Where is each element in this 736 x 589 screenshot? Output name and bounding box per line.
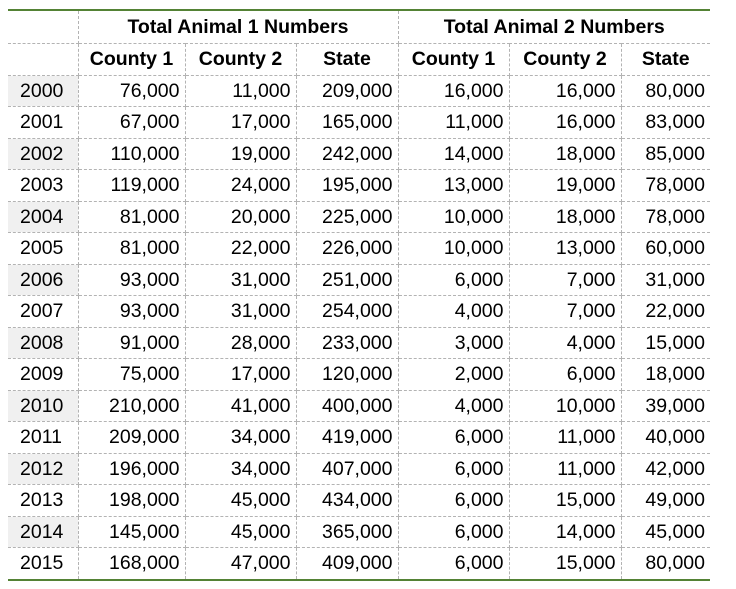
value-cell: 6,000 <box>398 548 509 580</box>
table-row <box>8 359 710 391</box>
value-cell: 18,000 <box>621 359 710 391</box>
table-row <box>8 296 710 328</box>
table-row <box>8 327 710 359</box>
value-cell: 209,000 <box>296 75 398 107</box>
column-header-row <box>8 44 710 76</box>
value-cell: 6,000 <box>398 422 509 454</box>
column-header-a2-county-1: County 1 <box>398 44 509 76</box>
column-header-a2-county-2: County 2 <box>509 44 621 76</box>
value-cell: 45,000 <box>185 485 296 517</box>
value-cell: 34,000 <box>185 453 296 485</box>
value-cell: 11,000 <box>185 75 296 107</box>
year-cell: 2015 <box>8 548 78 580</box>
value-cell: 19,000 <box>509 170 621 202</box>
value-cell: 165,000 <box>296 107 398 139</box>
value-cell: 85,000 <box>621 138 710 170</box>
column-header-a1-county-2: County 2 <box>185 44 296 76</box>
value-cell: 18,000 <box>509 138 621 170</box>
year-cell: 2005 <box>8 233 78 265</box>
column-header-a1-state: State <box>296 44 398 76</box>
value-cell: 251,000 <box>296 264 398 296</box>
group-header-animal-1: Total Animal 1 Numbers <box>78 10 398 44</box>
value-cell: 60,000 <box>621 233 710 265</box>
value-cell: 31,000 <box>185 296 296 328</box>
value-cell: 409,000 <box>296 548 398 580</box>
value-cell: 210,000 <box>78 390 185 422</box>
value-cell: 28,000 <box>185 327 296 359</box>
value-cell: 254,000 <box>296 296 398 328</box>
value-cell: 10,000 <box>398 201 509 233</box>
year-cell: 2002 <box>8 138 78 170</box>
year-cell: 2014 <box>8 516 78 548</box>
value-cell: 47,000 <box>185 548 296 580</box>
table-row <box>8 422 710 454</box>
value-cell: 11,000 <box>509 453 621 485</box>
value-cell: 3,000 <box>398 327 509 359</box>
year-cell: 2001 <box>8 107 78 139</box>
value-cell: 93,000 <box>78 296 185 328</box>
corner-cell <box>8 10 78 44</box>
value-cell: 75,000 <box>78 359 185 391</box>
value-cell: 45,000 <box>185 516 296 548</box>
value-cell: 41,000 <box>185 390 296 422</box>
value-cell: 168,000 <box>78 548 185 580</box>
table-row <box>8 201 710 233</box>
value-cell: 45,000 <box>621 516 710 548</box>
value-cell: 226,000 <box>296 233 398 265</box>
value-cell: 120,000 <box>296 359 398 391</box>
value-cell: 81,000 <box>78 233 185 265</box>
value-cell: 83,000 <box>621 107 710 139</box>
table-row <box>8 453 710 485</box>
value-cell: 67,000 <box>78 107 185 139</box>
value-cell: 78,000 <box>621 170 710 202</box>
value-cell: 400,000 <box>296 390 398 422</box>
year-cell: 2003 <box>8 170 78 202</box>
value-cell: 17,000 <box>185 107 296 139</box>
value-cell: 11,000 <box>398 107 509 139</box>
table-row <box>8 107 710 139</box>
value-cell: 17,000 <box>185 359 296 391</box>
value-cell: 78,000 <box>621 201 710 233</box>
year-cell: 2008 <box>8 327 78 359</box>
value-cell: 6,000 <box>509 359 621 391</box>
value-cell: 81,000 <box>78 201 185 233</box>
value-cell: 145,000 <box>78 516 185 548</box>
value-cell: 225,000 <box>296 201 398 233</box>
value-cell: 20,000 <box>185 201 296 233</box>
value-cell: 2,000 <box>398 359 509 391</box>
table-row <box>8 485 710 517</box>
value-cell: 242,000 <box>296 138 398 170</box>
value-cell: 16,000 <box>509 75 621 107</box>
column-header-a2-state: State <box>621 44 710 76</box>
group-header-animal-2: Total Animal 2 Numbers <box>398 10 710 44</box>
year-cell: 2012 <box>8 453 78 485</box>
value-cell: 6,000 <box>398 485 509 517</box>
group-header-row <box>8 10 710 44</box>
value-cell: 31,000 <box>621 264 710 296</box>
value-cell: 80,000 <box>621 548 710 580</box>
value-cell: 4,000 <box>398 390 509 422</box>
year-header-cell <box>8 44 78 76</box>
value-cell: 16,000 <box>398 75 509 107</box>
value-cell: 7,000 <box>509 296 621 328</box>
value-cell: 31,000 <box>185 264 296 296</box>
year-cell: 2009 <box>8 359 78 391</box>
value-cell: 91,000 <box>78 327 185 359</box>
table-row <box>8 233 710 265</box>
value-cell: 209,000 <box>78 422 185 454</box>
table-header <box>8 10 710 75</box>
value-cell: 11,000 <box>509 422 621 454</box>
value-cell: 13,000 <box>398 170 509 202</box>
table-row <box>8 548 710 580</box>
value-cell: 49,000 <box>621 485 710 517</box>
value-cell: 7,000 <box>509 264 621 296</box>
value-cell: 15,000 <box>509 548 621 580</box>
value-cell: 19,000 <box>185 138 296 170</box>
value-cell: 80,000 <box>621 75 710 107</box>
year-cell: 2000 <box>8 75 78 107</box>
year-cell: 2006 <box>8 264 78 296</box>
value-cell: 13,000 <box>509 233 621 265</box>
value-cell: 42,000 <box>621 453 710 485</box>
value-cell: 15,000 <box>509 485 621 517</box>
year-cell: 2007 <box>8 296 78 328</box>
value-cell: 407,000 <box>296 453 398 485</box>
value-cell: 76,000 <box>78 75 185 107</box>
year-cell: 2011 <box>8 422 78 454</box>
value-cell: 40,000 <box>621 422 710 454</box>
value-cell: 198,000 <box>78 485 185 517</box>
value-cell: 110,000 <box>78 138 185 170</box>
value-cell: 4,000 <box>509 327 621 359</box>
value-cell: 15,000 <box>621 327 710 359</box>
value-cell: 24,000 <box>185 170 296 202</box>
value-cell: 10,000 <box>509 390 621 422</box>
table-row <box>8 138 710 170</box>
value-cell: 195,000 <box>296 170 398 202</box>
table-row <box>8 170 710 202</box>
value-cell: 365,000 <box>296 516 398 548</box>
value-cell: 6,000 <box>398 264 509 296</box>
value-cell: 93,000 <box>78 264 185 296</box>
value-cell: 10,000 <box>398 233 509 265</box>
value-cell: 119,000 <box>78 170 185 202</box>
value-cell: 14,000 <box>398 138 509 170</box>
value-cell: 18,000 <box>509 201 621 233</box>
column-header-a1-county-1: County 1 <box>78 44 185 76</box>
value-cell: 14,000 <box>509 516 621 548</box>
table-row <box>8 516 710 548</box>
animal-numbers-table <box>8 9 710 581</box>
year-cell: 2013 <box>8 485 78 517</box>
value-cell: 22,000 <box>185 233 296 265</box>
table-row <box>8 75 710 107</box>
year-cell: 2010 <box>8 390 78 422</box>
animal-numbers-table-container <box>8 9 710 581</box>
value-cell: 233,000 <box>296 327 398 359</box>
value-cell: 434,000 <box>296 485 398 517</box>
value-cell: 34,000 <box>185 422 296 454</box>
value-cell: 419,000 <box>296 422 398 454</box>
year-cell: 2004 <box>8 201 78 233</box>
value-cell: 16,000 <box>509 107 621 139</box>
value-cell: 22,000 <box>621 296 710 328</box>
value-cell: 6,000 <box>398 516 509 548</box>
value-cell: 4,000 <box>398 296 509 328</box>
value-cell: 6,000 <box>398 453 509 485</box>
value-cell: 196,000 <box>78 453 185 485</box>
value-cell: 39,000 <box>621 390 710 422</box>
table-row <box>8 264 710 296</box>
table-body <box>8 75 710 580</box>
table-row <box>8 390 710 422</box>
